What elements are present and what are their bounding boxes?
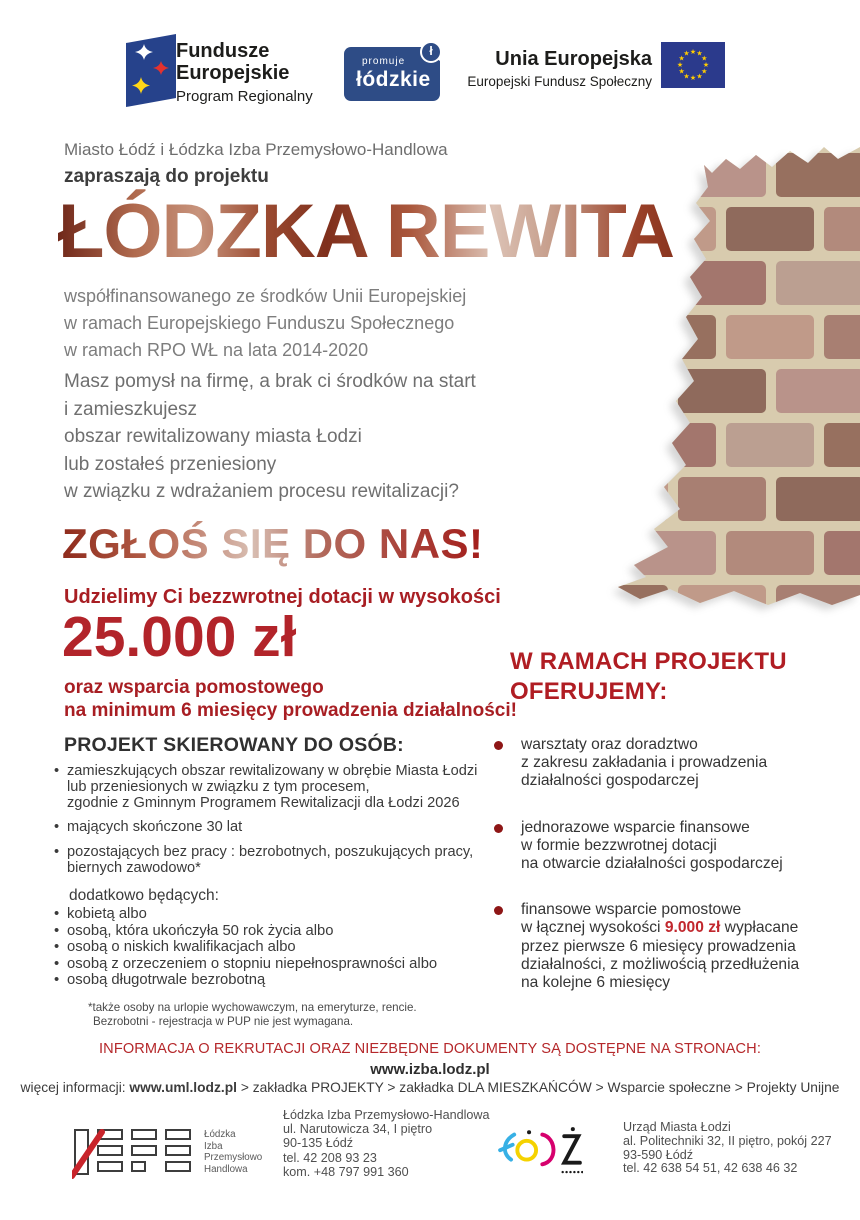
svg-text:★: ★ — [683, 49, 690, 58]
invite-line: zapraszają do projektu — [64, 166, 269, 187]
additional-criteria-list — [54, 906, 484, 989]
bullet-line: • zamieszkujących obszar rewitalizowany w obrębie Miasta Łodzi — [67, 763, 478, 779]
more-info-path: > zakładka PROJEKTY > zakładka DLA MIESZKAŃCÓW > Wsparcie społeczne > Projekty Unijne — [236, 1080, 840, 1095]
footnote — [88, 1001, 417, 1028]
lodzkie-badge-circle-icon: ł — [420, 41, 442, 63]
address-line: ul. Narutowicza 34, I piętro — [283, 1122, 433, 1137]
project-title: ŁÓDZKA REWITA — [58, 188, 698, 275]
fundusze-europejskie-wordmark — [176, 40, 289, 84]
address-line: Urząd Miasta Łodzi — [623, 1120, 731, 1134]
question-line: w związku z wdrażaniem procesu rewitalizacji? — [64, 481, 459, 502]
liph-logo — [72, 1122, 200, 1180]
svg-text:★: ★ — [678, 67, 685, 76]
address-line: 93-590 Łódź — [623, 1147, 694, 1162]
offer-line-segment: w łącznej wysokości — [521, 919, 665, 937]
svg-text:★: ★ — [676, 61, 684, 69]
bullet-line: • mających skończone 30 lat — [67, 819, 243, 836]
offer-item — [494, 819, 854, 874]
offer-heading-line: W RAMACH PROJEKTU — [510, 648, 787, 675]
cofinance-line: w ramach Europejskiego Funduszu Społecznego — [64, 313, 455, 333]
target-heading: PROJEKT SKIEROWANY DO OSÓB: — [64, 734, 404, 756]
address-line: Łódzka Izba Przemysłowo-Handlowa — [283, 1108, 490, 1122]
bullet-line: biernych zawodowo* — [67, 859, 201, 876]
question-line: obszar rewitalizowany miasta Łodzi — [64, 426, 362, 447]
offer-line: warsztaty oraz doradztwo — [521, 736, 698, 753]
liph-label-line: Handlowa — [204, 1163, 248, 1175]
fundusze-line1: Fundusze — [176, 40, 270, 62]
question-line: i zamieszkujesz — [64, 398, 198, 420]
target-bullet-item — [54, 764, 484, 811]
uml-address-block — [623, 1121, 832, 1176]
offer-line: w formie bezzwrotnej dotacji — [521, 836, 717, 854]
efs-label: Europejski Fundusz Społeczny — [467, 74, 652, 89]
bullet-line: zgodnie z Gminnym Programem Rewitalizacji dla Łodzi 2026 — [67, 794, 460, 811]
cta-headline: ZGŁOŚ SIĘ DO NAS! — [62, 520, 484, 567]
address-line: 90-135 Łódź — [283, 1136, 354, 1151]
recruitment-info-line: INFORMACJA O REKRUTACJI ORAZ NIEZBĘDNE DOKUMENTY SĄ DOSTĘPNE NA STRONACH: — [99, 1041, 761, 1057]
liph-label-line: Izba — [204, 1140, 223, 1152]
svg-text:★: ★ — [702, 61, 710, 69]
footnote-line: Bezrobotni - rejestracja w PUP nie jest wymagana. — [93, 1014, 354, 1028]
liph-label-line: Przemysłowo — [204, 1152, 263, 1163]
criteria-item: • osobą z orzeczeniem o stopniu niepełnosprawności albo — [54, 956, 484, 973]
criteria-item: • osobą o niskich kwalifikacjach albo — [54, 939, 484, 956]
offer-line: na otwarcie działalności gospodarczej — [521, 855, 783, 873]
svg-text:★: ★ — [678, 54, 685, 63]
offer-line — [521, 919, 854, 937]
offer-list — [494, 736, 854, 1020]
offer-line: na kolejne 6 miesięcy — [521, 974, 671, 992]
liph-address-block — [283, 1108, 490, 1179]
grant-lead-line: Udzielimy Ci bezzwrotnej dotacji w wysokości — [64, 586, 501, 608]
question-line: lub zostałeś przeniesiony — [64, 453, 277, 475]
svg-text:★: ★ — [701, 67, 708, 76]
svg-text:★: ★ — [689, 48, 697, 56]
offer-line: działalności gospodarczej — [521, 772, 699, 790]
offer-line-segment: wypłacane — [720, 919, 799, 937]
eu-flag-icon — [661, 42, 725, 88]
offer-line: z zakresu zakładania i prowadzenia — [521, 754, 768, 772]
bullet-line: • pozostających bez pracy : bezrobotnych, poszukujących pracy, — [67, 844, 474, 861]
liph-label-line: Łódzka — [204, 1129, 236, 1140]
footnote-line: *także osoby na urlopie wychowawczym, na emeryturze, rencie. — [88, 1001, 417, 1014]
bridge-support-line: na minimum 6 miesięcy prowadzenia działalności! — [64, 700, 517, 721]
criteria-item: • osobą długotrwale bezrobotną — [54, 972, 484, 989]
cofinance-line: współfinansowanego ze środków Unii Europejskiej — [64, 286, 467, 306]
target-bullet-list — [54, 764, 484, 886]
address-line: kom. +48 797 991 360 — [283, 1164, 409, 1179]
liph-logo-label — [204, 1129, 262, 1175]
bullet-line: lub przeniesionych w związku z tym procesem, — [67, 778, 370, 795]
bridge-support-lines — [64, 676, 517, 722]
target-bullet-item — [54, 845, 484, 877]
offer-line: finansowe wsparcie pomostowe — [521, 901, 742, 919]
svg-text:★: ★ — [696, 49, 703, 58]
question-line: Masz pomysł na firmę, a brak ci środków na start — [64, 371, 476, 392]
fundusze-line2: Europejskie — [176, 62, 290, 84]
offer-line: jednorazowe wsparcie finansowe — [521, 818, 750, 836]
criteria-item: • osobą, która ukończyła 50 rok życia albo — [54, 923, 484, 940]
svg-text:★: ★ — [689, 74, 697, 82]
lodzkie-label: łódzkie — [356, 68, 431, 91]
offer-item — [494, 736, 854, 791]
organizers-line: Miasto Łódź i Łódzka Izba Przemysłowo-Handlowa — [64, 140, 448, 159]
offer-line: przez pierwsze 6 miesięcy prowadzenia — [521, 937, 796, 955]
more-info-line — [0, 1080, 860, 1095]
offer-heading-line: OFERUJEMY: — [510, 678, 668, 705]
criteria-item: • kobietą albo — [54, 906, 484, 923]
more-info-prefix: więcej informacji: — [20, 1080, 130, 1095]
fundusze-europejskie-flag-icon — [126, 34, 178, 108]
fundusze-subtitle: Program Regionalny — [176, 88, 313, 105]
cofinance-paragraph — [64, 283, 466, 364]
unia-europejska-label: Unia Europejska — [495, 48, 652, 70]
address-line: al. Politechniki 32, II piętro, pokój 227 — [623, 1133, 832, 1148]
offer-line: działalności, z możliwością przedłużenia — [521, 955, 800, 973]
offer-heading — [510, 647, 787, 707]
svg-text:★: ★ — [696, 72, 703, 81]
svg-text:★: ★ — [683, 72, 690, 81]
address-line: tel. 42 208 93 23 — [283, 1150, 377, 1165]
grant-amount: 25.000 zł — [62, 605, 297, 669]
additional-criteria-heading: dodatkowo będących: — [69, 887, 219, 904]
address-line: tel. 42 638 54 51, 42 638 46 32 — [623, 1161, 798, 1176]
izba-website-link[interactable]: www.izba.lodz.pl — [370, 1061, 490, 1078]
offer-item — [494, 901, 854, 992]
uml-website-link[interactable]: www.uml.lodz.pl — [129, 1080, 237, 1095]
target-bullet-item — [54, 820, 484, 836]
svg-text:★: ★ — [701, 54, 708, 63]
bridge-amount: 9.000 zł — [664, 919, 721, 937]
promuje-label: promuje — [362, 56, 406, 67]
lodz-city-logo — [497, 1122, 583, 1180]
question-paragraph — [64, 368, 476, 506]
cofinance-line: w ramach RPO WŁ na lata 2014-2020 — [64, 340, 369, 360]
bridge-support-line: oraz wsparcia pomostowego — [64, 677, 324, 698]
